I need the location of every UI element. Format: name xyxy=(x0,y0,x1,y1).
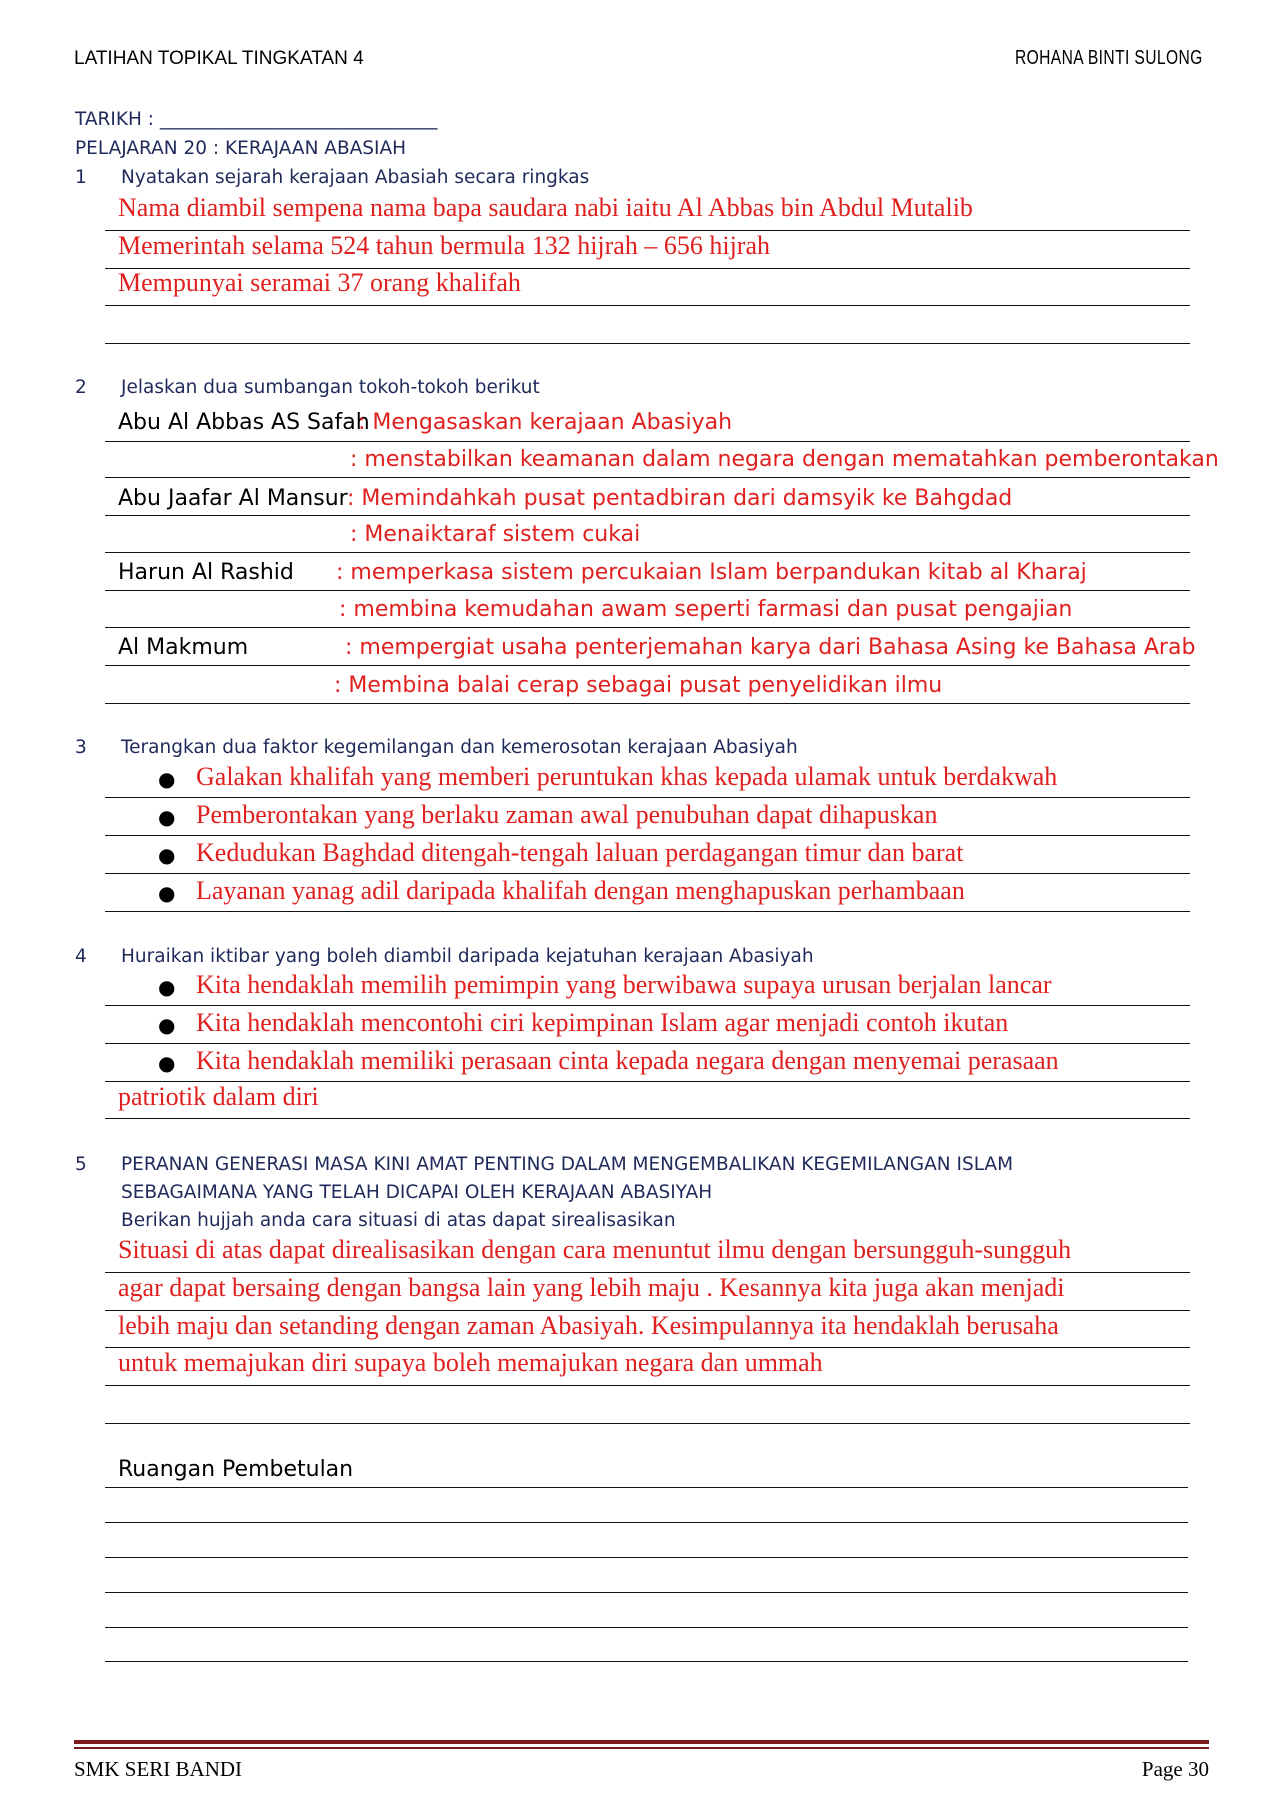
figure-contribution: : mempergiat usaha penterjemahan karya dari Bahasa Asing ke Bahasa Arab xyxy=(345,635,1196,660)
answer-line xyxy=(105,1385,1190,1386)
bullet-icon: ● xyxy=(158,843,176,867)
q1-number: 1 xyxy=(75,167,87,188)
header-right: ROHANA BINTI SULONG xyxy=(1015,47,1203,69)
answer-line xyxy=(105,305,1190,306)
q3-answer-1: Galakan khalifah yang memberi peruntukan khas kepada ulamak untuk berdakwah xyxy=(196,762,1058,791)
answer-line xyxy=(105,590,1190,591)
correction-label: Ruangan Pembetulan xyxy=(118,1457,354,1482)
q1-answer-1: Nama diambil sempena nama bapa saudara nabi iaitu Al Abbas bin Abdul Mutalib xyxy=(118,193,973,222)
q3-question: Terangkan dua faktor kegemilangan dan kemerosotan kerajaan Abasiyah xyxy=(121,737,798,758)
figure-contribution: : memperkasa sistem percukaian Islam berpandukan kitab al Kharaj xyxy=(336,560,1087,585)
answer-line xyxy=(105,441,1190,442)
answer-line xyxy=(105,515,1190,516)
q1-answer-3: Mempunyai seramai 37 orang khalifah xyxy=(118,268,521,297)
answer-line xyxy=(105,627,1190,628)
bullet-icon: ● xyxy=(158,1051,176,1075)
figure-contribution: : Membina balai cerap sebagai pusat penyelidikan ilmu xyxy=(334,673,943,698)
answer-line xyxy=(105,873,1190,874)
correction-line xyxy=(105,1557,1188,1558)
q3-answer-4: Layanan yanag adil daripada khalifah dengan menghapuskan perhambaan xyxy=(196,876,965,905)
answer-line xyxy=(105,1043,1190,1044)
figure-name: Abu Jaafar Al Mansur xyxy=(118,486,348,511)
figure-contribution: : Mengasaskan kerajaan Abasiyah xyxy=(358,410,733,435)
q5-heading-1: PERANAN GENERASI MASA KINI AMAT PENTING DALAM MENGEMBALIKAN KEGEMILANGAN ISLAM xyxy=(121,1154,1014,1175)
q5-heading-2: SEBAGAIMANA YANG TELAH DICAPAI OLEH KERAJAAN ABASIYAH xyxy=(121,1182,713,1203)
figure-name: Al Makmum xyxy=(118,635,249,660)
footer-rule xyxy=(74,1740,1209,1744)
correction-line xyxy=(105,1661,1188,1662)
answer-line xyxy=(105,911,1190,912)
answer-line xyxy=(105,703,1190,704)
answer-line xyxy=(105,835,1190,836)
answer-line xyxy=(105,1118,1190,1119)
q4-answer-1: Kita hendaklah memilih pemimpin yang berwibawa supaya urusan berjalan lancar xyxy=(196,970,1052,999)
answer-line xyxy=(105,343,1190,344)
q3-answer-2: Pemberontakan yang berlaku zaman awal penubuhan dapat dihapuskan xyxy=(196,800,938,829)
q4-answer-continuation: patriotik dalam diri xyxy=(118,1082,319,1111)
q5-question: Berikan hujjah anda cara situasi di atas dapat sirealisasikan xyxy=(121,1210,676,1231)
answer-line xyxy=(105,1005,1190,1006)
correction-line xyxy=(105,1522,1188,1523)
q4-number: 4 xyxy=(75,946,87,967)
q1-answer-2: Memerintah selama 524 tahun bermula 132 hijrah – 656 hijrah xyxy=(118,231,770,260)
q5-number: 5 xyxy=(75,1154,87,1175)
correction-line xyxy=(105,1627,1188,1628)
figure-contribution: : membina kemudahan awam seperti farmasi dan pusat pengajian xyxy=(339,597,1073,622)
figure-name: Harun Al Rashid xyxy=(118,560,294,585)
answer-line xyxy=(105,552,1190,553)
figure-contribution: : Menaiktaraf sistem cukai xyxy=(350,522,641,547)
footer-page: Page 30 xyxy=(1141,1757,1209,1781)
bullet-icon: ● xyxy=(158,767,176,791)
answer-line xyxy=(105,477,1190,478)
q2-question: Jelaskan dua sumbangan tokoh-tokoh berikut xyxy=(121,377,540,398)
answer-line xyxy=(105,1423,1190,1424)
figure-contribution: : Memindahkah pusat pentadbiran dari damsyik ke Bahgdad xyxy=(347,486,1013,511)
answer-line xyxy=(105,797,1190,798)
q1-question: Nyatakan sejarah kerajaan Abasiah secara ringkas xyxy=(121,167,590,188)
date-field: TARIKH : ______________________________ xyxy=(75,109,438,130)
figure-name: Abu Al Abbas AS Safah xyxy=(118,410,370,435)
correction-line xyxy=(105,1592,1188,1593)
q5-answer-line-1: Situasi di atas dapat direalisasikan dengan cara menuntut ilmu dengan bersungguh-sungguh xyxy=(118,1235,1072,1264)
bullet-icon: ● xyxy=(158,805,176,829)
q4-question: Huraikan iktibar yang boleh diambil daripada kejatuhan kerajaan Abasiyah xyxy=(121,946,814,967)
header-left: LATIHAN TOPIKAL TINGKATAN 4 xyxy=(74,48,364,69)
bullet-icon: ● xyxy=(158,1013,176,1037)
figure-contribution: : menstabilkan keamanan dalam negara dengan mematahkan pemberontakan xyxy=(350,447,1219,472)
q3-answer-3: Kedudukan Baghdad ditengah-tengah laluan perdagangan timur dan barat xyxy=(196,838,964,867)
lesson-title: PELAJARAN 20 : KERAJAAN ABASIAH xyxy=(75,138,407,159)
q3-number: 3 xyxy=(75,737,87,758)
q5-answer-line-3: lebih maju dan setanding dengan zaman Abasiyah. Kesimpulannya ita hendaklah berusaha xyxy=(118,1311,1059,1340)
correction-line xyxy=(105,1487,1188,1488)
footer-school: SMK SERI BANDI xyxy=(74,1757,243,1781)
footer-rule-thin xyxy=(74,1747,1209,1749)
bullet-icon: ● xyxy=(158,975,176,999)
q5-answer-line-2: agar dapat bersaing dengan bangsa lain yang lebih maju . Kesannya kita juga akan menjadi xyxy=(118,1273,1065,1302)
q2-number: 2 xyxy=(75,377,87,398)
q5-answer-line-4: untuk memajukan diri supaya boleh memajukan negara dan ummah xyxy=(118,1348,823,1377)
q4-answer-3: Kita hendaklah memiliki perasaan cinta kepada negara dengan menyemai perasaan xyxy=(196,1046,1059,1075)
answer-line xyxy=(105,665,1190,666)
bullet-icon: ● xyxy=(158,881,176,905)
q4-answer-2: Kita hendaklah mencontohi ciri kepimpinan Islam agar menjadi contoh ikutan xyxy=(196,1008,1009,1037)
